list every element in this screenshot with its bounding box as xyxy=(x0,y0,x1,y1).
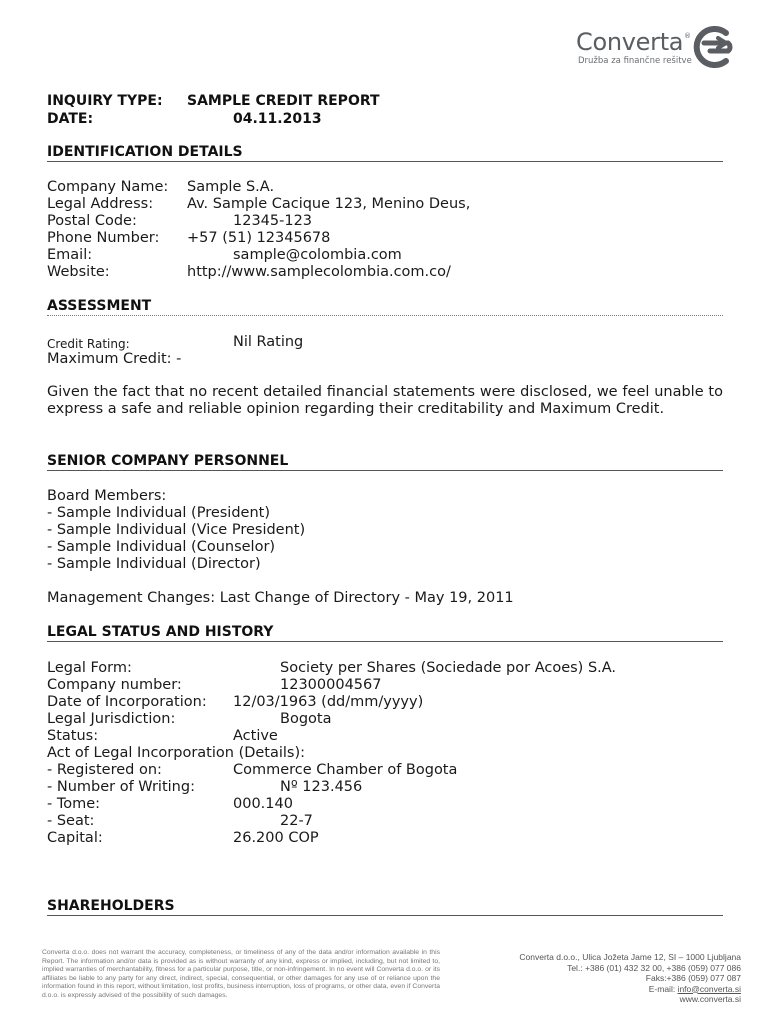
footer-contact xyxy=(519,952,741,1005)
converta-logo xyxy=(574,22,740,72)
jurisdiction-value: Bogota xyxy=(280,711,332,727)
footer-fax: Faks:+386 (059) 077 087 xyxy=(645,973,741,983)
date-label: DATE: xyxy=(47,111,94,127)
company-number-label: Company number: xyxy=(47,677,182,693)
inquiry-type-value: SAMPLE CREDIT REPORT xyxy=(187,93,380,109)
inquiry-type-label: INQUIRY TYPE: xyxy=(47,93,163,109)
legal-form-label: Legal Form: xyxy=(47,660,132,676)
legal-divider xyxy=(47,641,723,642)
board-member-item: - Sample Individual (Director) xyxy=(47,556,261,572)
phone-label: Phone Number: xyxy=(47,230,160,246)
legal-section-title: LEGAL STATUS AND HISTORY xyxy=(47,624,274,640)
number-of-writing-label: - Number of Writing: xyxy=(47,779,195,795)
seat-value: 22-7 xyxy=(280,813,313,829)
personnel-section-title: SENIOR COMPANY PERSONNEL xyxy=(47,453,289,469)
shareholders-section-title: SHAREHOLDERS xyxy=(47,898,175,914)
jurisdiction-label: Legal Jurisdiction: xyxy=(47,711,176,727)
footer-email-link[interactable]: info@converta.si xyxy=(677,983,741,994)
date-value: 04.11.2013 xyxy=(233,111,322,127)
footer-email-line xyxy=(519,984,741,995)
legal-address-label: Legal Address: xyxy=(47,196,154,212)
website-value: http://www.samplecolombia.com.co/ xyxy=(187,264,451,280)
capital-value: 26.200 COP xyxy=(233,830,319,846)
shareholders-divider xyxy=(47,915,723,916)
postal-code-label: Postal Code: xyxy=(47,213,137,229)
company-name-value: Sample S.A. xyxy=(187,179,275,195)
board-member-item: - Sample Individual (Counselor) xyxy=(47,539,276,555)
legal-address-value: Av. Sample Cacique 123, Menino Deus, xyxy=(187,196,471,212)
footer-web[interactable]: www.converta.si xyxy=(679,994,741,1004)
credit-rating-value: Nil Rating xyxy=(233,334,304,350)
status-label: Status: xyxy=(47,728,99,744)
credit-rating-label: Credit Rating: xyxy=(47,337,130,351)
phone-value: +57 (51) 12345678 xyxy=(187,230,331,246)
assessment-divider xyxy=(47,315,723,316)
status-value: Active xyxy=(233,728,278,744)
company-name-label: Company Name: xyxy=(47,179,169,195)
registered-on-label: - Registered on: xyxy=(47,762,162,778)
assessment-paragraph: Given the fact that no recent detailed financial statements were disclosed, we feel unable to express a safe and reliable opinion regarding their creditability and Maximum Credit. xyxy=(47,384,723,417)
footer-tel: Tel.: +386 (01) 432 32 00, +386 (059) 077 086 xyxy=(567,962,741,973)
board-members-label: Board Members: xyxy=(47,488,167,504)
converta-mark-icon xyxy=(688,24,740,70)
email-value: sample@colombia.com xyxy=(233,247,402,263)
identification-section-title: IDENTIFICATION DETAILS xyxy=(47,144,243,160)
act-of-incorporation-label: Act of Legal Incorporation (Details): xyxy=(47,745,306,761)
incorporation-date-value: 12/03/1963 (dd/mm/yyyy) xyxy=(233,694,424,710)
board-member-item: - Sample Individual (Vice President) xyxy=(47,522,306,538)
logo-tagline: Družba za finančne rešitve xyxy=(578,56,692,66)
website-label: Website: xyxy=(47,264,110,280)
management-changes: Management Changes: Last Change of Directory - May 19, 2011 xyxy=(47,590,514,606)
postal-code-value: 12345-123 xyxy=(233,213,313,229)
assessment-section-title: ASSESSMENT xyxy=(47,298,152,314)
maximum-credit-label: Maximum Credit: - xyxy=(47,351,182,367)
board-member-item: - Sample Individual (President) xyxy=(47,505,270,521)
logo-wordmark: Converta xyxy=(576,28,684,56)
capital-label: Capital: xyxy=(47,830,103,846)
company-number-value: 12300004567 xyxy=(280,677,382,693)
tome-value: 000.140 xyxy=(233,796,293,812)
footer-disclaimer: Converta d.o.o. does not warrant the accuracy, completeness, or timeliness of any of the data and/or information available in this Report. The information and/or data is provided as is without warranty of any kind, express or implied, including, but not limited to, implied warranties of merchantability, fitness for a particular purpose, title, or non-infringement. In no event will Converta d.o.o. or its affiliates be liable to any party for any direct, indirect, special, consequential, or other damages for any use of or reliance upon the information found in this report, without limitation, lost profits, business interruption, loss of programs, or other data, even if Converta d.o.o. is expressly advised of the possibility of such damages. xyxy=(42,949,440,999)
registered-on-value: Commerce Chamber of Bogota xyxy=(233,762,458,778)
identification-divider xyxy=(47,161,723,162)
email-label: Email: xyxy=(47,247,93,263)
legal-form-value: Society per Shares (Sociedade por Acoes) S.A. xyxy=(280,660,617,676)
incorporation-date-label: Date of Incorporation: xyxy=(47,694,207,710)
footer-address: Converta d.o.o., Ulica Jožeta Jame 12, SI – 1000 Ljubljana xyxy=(519,952,741,962)
tome-label: - Tome: xyxy=(47,796,101,812)
seat-label: - Seat: xyxy=(47,813,95,829)
logo-registered-mark: ® xyxy=(684,32,691,40)
number-of-writing-value: Nº 123.456 xyxy=(280,779,363,795)
personnel-divider xyxy=(47,470,723,471)
footer-email-label: E-mail: xyxy=(648,983,678,994)
